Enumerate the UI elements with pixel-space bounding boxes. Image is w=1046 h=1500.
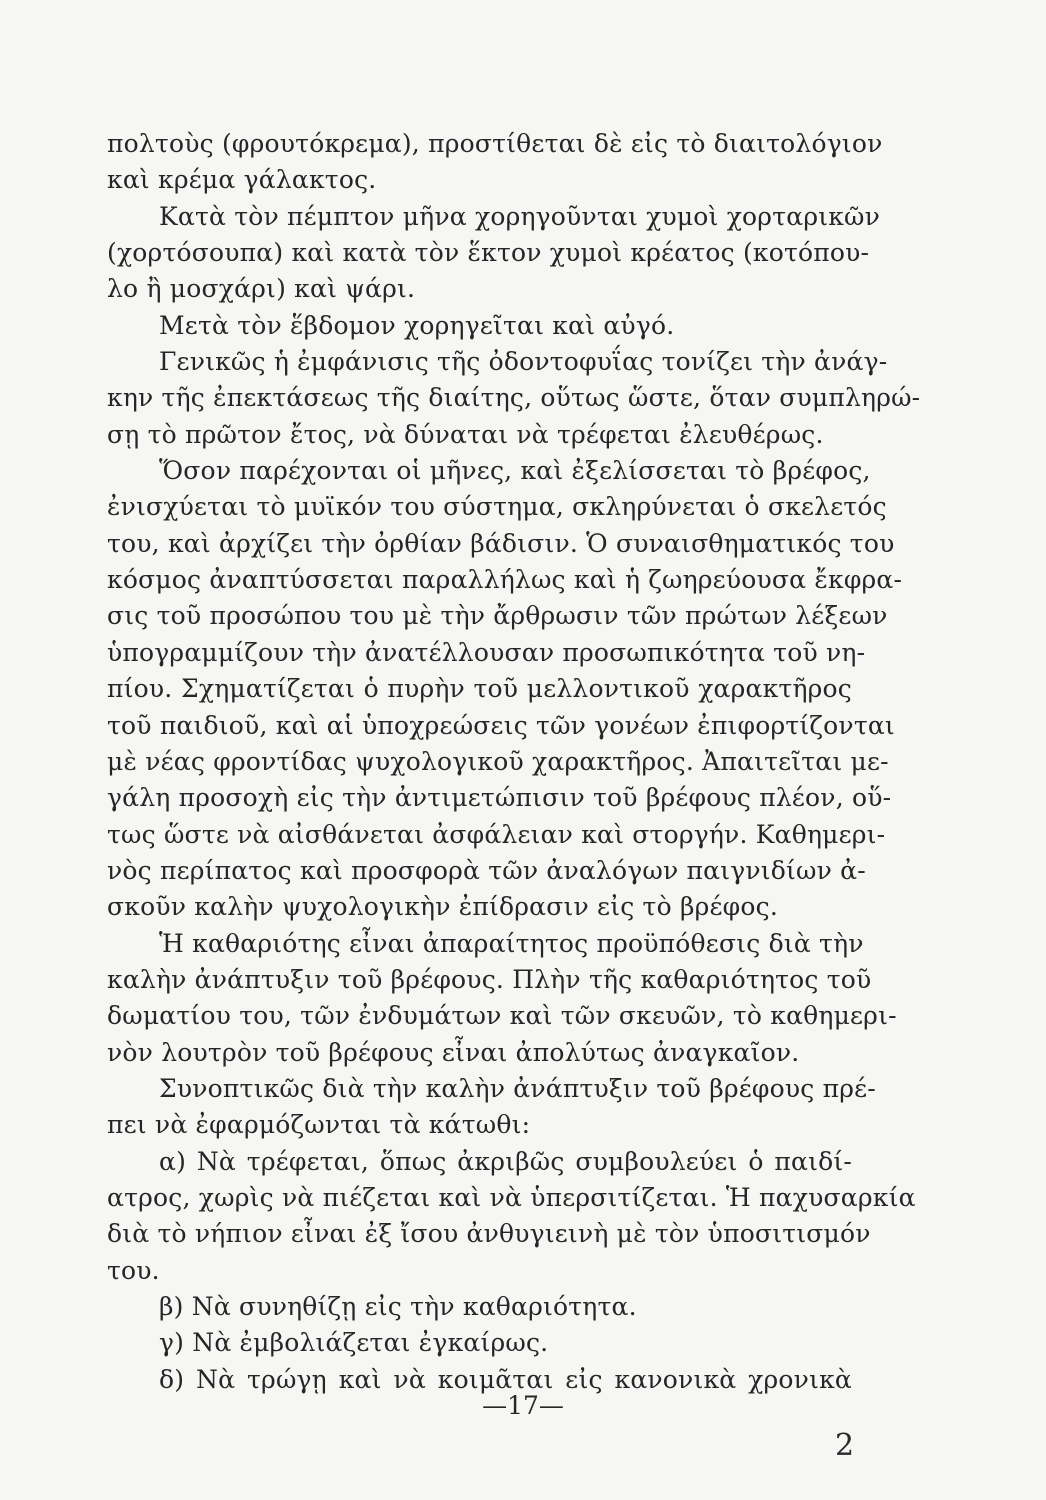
- text-line: ατρος, χωρὶς νὰ πιέζεται καὶ νὰ ὑπερσιτίζεται. Ἡ παχυσαρκία: [107, 1182, 916, 1212]
- text-line: Γενικῶς ἡ ἐμφάνισις τῆς ὀδοντοφυΐας τονίζει τὴν ἀνάγ-: [159, 347, 888, 377]
- text-line: καλὴν ἀνάπτυξιν τοῦ βρέφους. Πλὴν τῆς καθαριότητος τοῦ: [107, 964, 872, 994]
- body-text: [107, 126, 921, 1398]
- text-line: λο ἢ μοσχάρι) καὶ ψάρι.: [107, 274, 416, 304]
- text-line: σῃ τὸ πρῶτον ἔτος, νὰ δύναται νὰ τρέφεται ἐλευθέρως.: [107, 419, 824, 449]
- text-line: νὸς περίπατος καὶ προσφορὰ τῶν ἀναλόγων παιγνιδίων ἀ-: [107, 855, 866, 885]
- text-line: τοῦ παιδιοῦ, καὶ αἱ ὑποχρεώσεις τῶν γονέων ἐπιφορτίζονται: [107, 710, 895, 740]
- text-line: σις τοῦ προσώπου του μὲ τὴν ἄρθρωσιν τῶν πρώτων λέξεων: [107, 601, 888, 631]
- text-line: γάλη προσοχὴ εἰς τὴν ἀντιμετώπισιν τοῦ βρέφους πλέον, οὕ-: [107, 783, 892, 813]
- text-line: Ἡ καθαριότης εἶναι ἀπαραίτητος προϋπόθεσις διὰ τὴν: [159, 928, 864, 958]
- text-line: ὑπογραμμίζουν τὴν ἀνατέλλουσαν προσωπικότητα τοῦ νη-: [107, 637, 866, 667]
- text-line: τως ὥστε νὰ αἰσθάνεται ἀσφάλειαν καὶ στοργήν. Καθημερι-: [107, 819, 886, 849]
- page-number: —17—: [482, 1391, 564, 1420]
- text-line: Συνοπτικῶς διὰ τὴν καλὴν ἀνάπτυξιν τοῦ βρέφους πρέ-: [159, 1073, 876, 1103]
- text-line: πει νὰ ἐφαρμόζωνται τὰ κάτωθι:: [107, 1110, 531, 1140]
- text-line: δωματίου του, τῶν ἐνδυμάτων καὶ τῶν σκευῶν, τὸ καθημερι-: [107, 1001, 897, 1031]
- text-line: Κατὰ τὸν πέμπτον μῆνα χορηγοῦνται χυμοὶ χορταρικῶν: [159, 201, 881, 231]
- text-line: (χορτόσουπα) καὶ κατὰ τὸν ἕκτον χυμοὶ κρέατος (κοτόπου-: [107, 238, 870, 268]
- text-line: ἐνισχύεται τὸ μυϊκόν του σύστημα, σκληρύνεται ὁ σκελετός: [107, 492, 887, 522]
- text-line: κην τῆς ἐπεκτάσεως τῆς διαίτης, οὕτως ὥστε, ὅταν συμπληρώ-: [107, 383, 921, 413]
- list-item-line: β) Νὰ συνηθίζῃ εἰς τὴν καθαριότητα.: [159, 1292, 637, 1321]
- text-line: σκοῦν καλὴν ψυχολογικὴν ἐπίδρασιν εἰς τὸ βρέφος.: [107, 892, 778, 922]
- text-line: καὶ κρέμα γάλακτος.: [107, 165, 377, 195]
- list-item-line: δ) Νὰ τρώγῃ καὶ νὰ κοιμᾶται εἰς κανονικὰ χρονικὰ: [159, 1364, 852, 1394]
- text-line: κόσμος ἀναπτύσσεται παραλλήλως καὶ ἡ ζωηρεύουσα ἔκφρα-: [107, 565, 903, 595]
- text-line: Ὅσον παρέχονται οἱ μῆνες, καὶ ἐξελίσσεται τὸ βρέφος,: [159, 456, 871, 486]
- sheet-signature-mark: 2: [835, 1428, 855, 1463]
- list-item-line: γ) Νὰ ἐμβολιάζεται ἐγκαίρως.: [159, 1328, 549, 1358]
- list-item-line: α) Νὰ τρέφεται, ὅπως ἀκριβῶς συμβουλεύει ὁ παιδί-: [159, 1146, 852, 1176]
- text-line: πίου. Σχηματίζεται ὁ πυρὴν τοῦ μελλοντικοῦ χαρακτῆρος: [107, 674, 852, 704]
- text-line: νὸν λουτρὸν τοῦ βρέφους εἶναι ἀπολύτως ἀναγκαῖον.: [107, 1037, 800, 1067]
- text-line: του, καὶ ἀρχίζει τὴν ὀρθίαν βάδισιν. Ὁ συναισθηματικός του: [107, 528, 895, 558]
- text-line: πολτοὺς (φρουτόκρεμα), προστίθεται δὲ εἰς τὸ διαιτολόγιον: [107, 129, 883, 158]
- text-line: μὲ νέας φροντίδας ψυχολογικοῦ χαρακτῆρος. Ἀπαιτεῖται με-: [107, 746, 889, 776]
- text-line: του.: [107, 1255, 160, 1285]
- text-line: Μετὰ τὸν ἕβδομον χορηγεῖται καὶ αὐγό.: [159, 310, 675, 340]
- text-line: διὰ τὸ νήπιον εἶναι ἐξ ἴσου ἀνθυγιεινὴ μὲ τὸν ὑποσιτισμόν: [107, 1219, 871, 1249]
